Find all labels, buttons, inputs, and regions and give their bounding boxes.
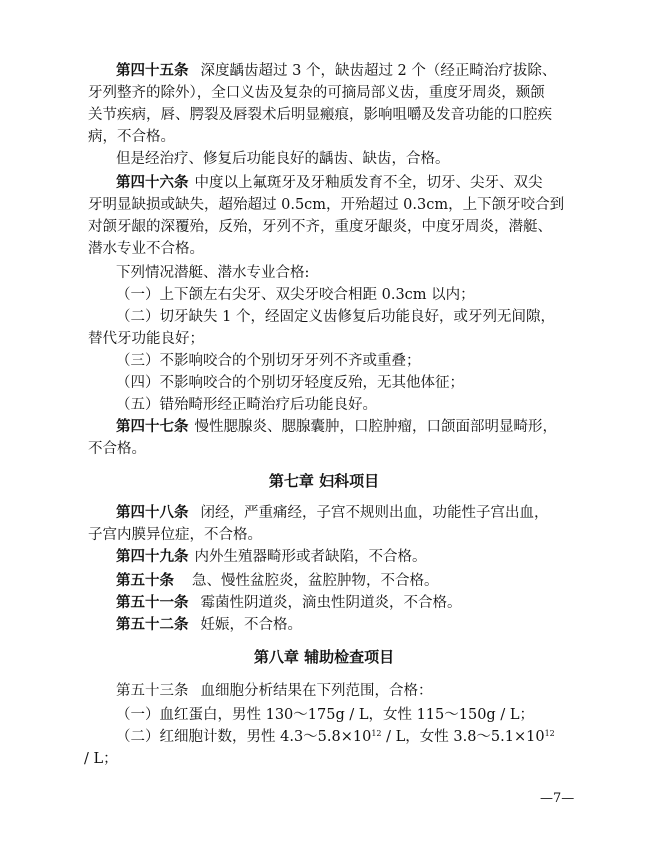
article-46-title: 第四十六条 <box>116 174 189 191</box>
article-48-line-1: 第四十八条 闭经，严重痛经，子宫不规则出血，功能性子宫出血， <box>116 504 549 521</box>
article-45-title: 第四十五条 <box>116 62 189 79</box>
article-45-line-3: 关节疾病，唇、腭裂及唇裂术后明显瘢痕，影响咀嚼及发音功能的口腔疾 <box>88 107 552 123</box>
article-46-item-2: （二）切牙缺失 1 个，经固定义齿修复后功能良好，或牙列无间隙， <box>116 309 555 325</box>
article-46-item-2-cont: 替代牙功能良好； <box>88 331 204 347</box>
article-53: 第五十三条 血细胞分析结果在下列范围，合格： <box>116 683 433 699</box>
article-51-title: 第五十一条 <box>116 594 189 611</box>
article-45-line-5: 但是经治疗、修复后功能良好的龋齿、缺齿，合格。 <box>116 151 450 167</box>
article-47-line-2: 不合格。 <box>88 441 146 457</box>
exponent: 12 <box>544 729 555 738</box>
article-51: 第五十一条 霉菌性阴道炎，滴虫性阴道炎，不合格。 <box>116 594 462 611</box>
article-50: 第五十条 急、慢性盆腔炎，盆腔肿物，不合格。 <box>116 572 439 589</box>
article-49: 第四十九条 内外生殖器畸形或者缺陷，不合格。 <box>116 548 427 565</box>
article-46-item-5: （五）错殆畸形经正畸治疗后功能良好。 <box>116 397 377 413</box>
article-46-line-5: 下列情况潜艇、潜水专业合格: <box>116 265 310 281</box>
exponent: 12 <box>371 729 382 738</box>
article-53-item-1: （一）血红蛋白，男性 130～175g / L，女性 115～150g / L； <box>116 707 534 723</box>
page-number: —7— <box>540 791 575 806</box>
article-49-title: 第四十九条 <box>116 548 189 565</box>
article-48-title: 第四十八条 <box>116 504 189 521</box>
article-45-line-1: 第四十五条 深度龋齿超过 3 个，缺齿超过 2 个（经正畸治疗拔除、 <box>116 62 557 79</box>
article-46-line-3: 对颌牙龈的深覆殆，反殆，牙列不齐，重度牙龈炎，中度牙周炎，潜艇、 <box>88 219 552 235</box>
chapter-8-heading: 第八章 辅助检查项目 <box>253 648 395 666</box>
article-46-item-4: （四）不影响咬合的个别切牙轻度反殆，无其他体征； <box>116 375 464 391</box>
article-48-line-2: 子宫内膜异位症，不合格。 <box>88 527 262 543</box>
article-45-line-2: 牙列整齐的除外），全口义齿及复杂的可摘局部义齿，重度牙周炎，颞颌 <box>88 85 545 101</box>
article-46-item-3: （三）不影响咬合的个别切牙牙列不齐或重叠； <box>116 353 421 369</box>
article-46-line-4: 潜水专业不合格。 <box>88 241 204 257</box>
article-47-title: 第四十七条 <box>116 418 189 435</box>
article-50-title: 第五十条 <box>116 572 174 589</box>
article-52: 第五十二条 妊娠，不合格。 <box>116 616 302 633</box>
article-46-line-1: 第四十六条 中度以上氟斑牙及牙釉质发育不全，切牙、尖牙、双尖 <box>116 174 543 191</box>
article-53-item-2-cont: / L； <box>84 751 118 767</box>
article-53-title: 第五十三条 <box>116 683 189 699</box>
article-46-item-1: （一）上下颌左右尖牙、双尖牙咬合相距 0.3cm 以内； <box>116 287 475 303</box>
article-52-title: 第五十二条 <box>116 616 189 633</box>
article-47-line-1: 第四十七条 慢性腮腺炎、腮腺囊肿，口腔肿瘤，口颌面部明显畸形， <box>116 418 557 435</box>
article-46-line-2: 牙明显缺损或缺失，超殆超过 0.5cm，开殆超过 0.3cm，上下颌牙咬合到 <box>88 197 565 213</box>
chapter-7-heading: 第七章 妇科项目 <box>268 472 380 490</box>
article-53-item-2: （二）红细胞计数，男性 $4.3\sim 5.8\times 10^{12} / L$，女性 $3.8\sim 5.1\times 10^{12}$ <box>116 729 555 745</box>
article-45-line-4: 病，不合格。 <box>88 129 175 145</box>
